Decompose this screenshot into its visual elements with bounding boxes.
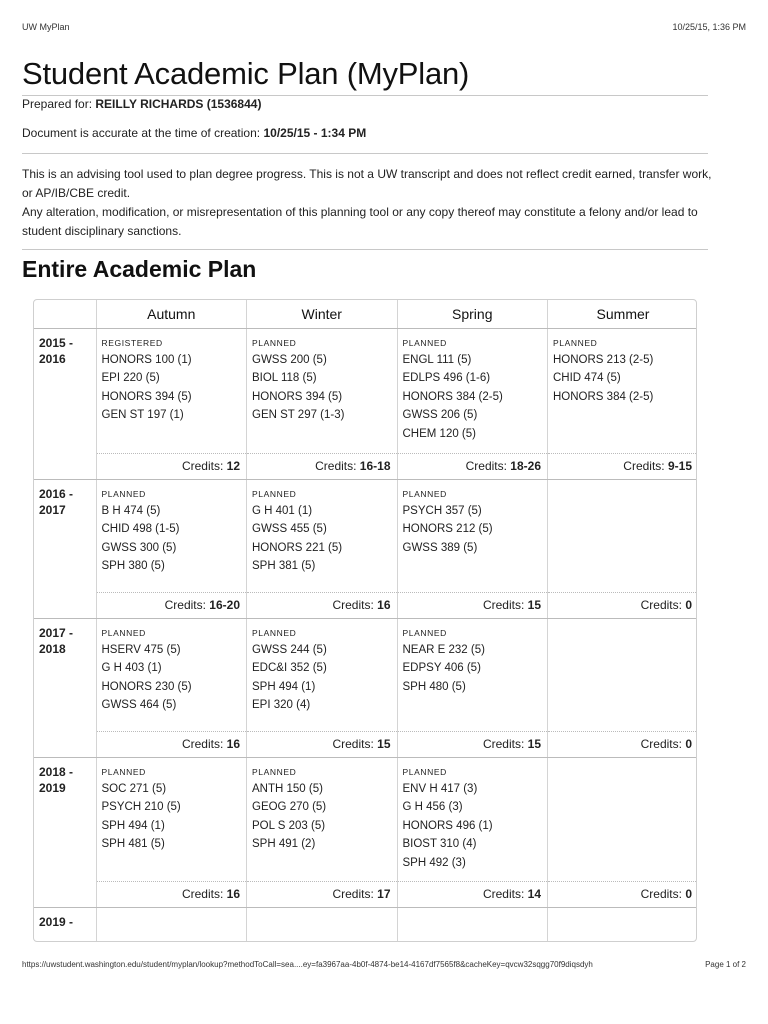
- quarter-status: PLANNED: [252, 488, 297, 499]
- quarter-cell-spring: [397, 618, 548, 731]
- page-title: Student Academic Plan (MyPlan): [22, 56, 470, 91]
- credits-value: 0: [685, 887, 692, 901]
- year-label: [34, 328, 96, 479]
- year-start: 2017 -: [39, 625, 74, 640]
- credits-value: 0: [685, 598, 692, 612]
- course-item: GEN ST 297 (1-3): [252, 409, 345, 421]
- year-start: 2016 -: [39, 486, 74, 501]
- course-item: NEAR E 232 (5): [402, 643, 485, 656]
- academic-plan-table: [33, 299, 697, 942]
- credits-value: 16-18: [359, 459, 391, 473]
- credits-row: [34, 592, 697, 618]
- course-item: CHEM 120 (5): [402, 427, 476, 440]
- course-item: GWSS 200 (5): [252, 353, 327, 366]
- course-item: GEN ST 197 (1): [101, 409, 184, 421]
- course-item: POL S 203 (5): [252, 819, 326, 832]
- quarter-cell-summer: [548, 328, 698, 453]
- credits-label: Credits:: [482, 737, 525, 751]
- credits-winter: [247, 731, 398, 757]
- credits-value: 0: [685, 737, 692, 751]
- quarter-cell-spring: [397, 479, 548, 592]
- course-item: G H 401 (1): [252, 504, 313, 517]
- credits-label: Credits:: [640, 887, 682, 901]
- quarter-status: PLANNED: [252, 627, 297, 638]
- quarter-cell-autumn: [96, 757, 247, 881]
- year-row: [34, 618, 697, 731]
- course-item: HONORS 496 (1): [402, 819, 493, 832]
- quarter-status: PLANNED: [402, 627, 447, 638]
- credits-value: 16: [377, 598, 391, 612]
- course-item: GWSS 206 (5): [402, 409, 478, 421]
- year-end: 2017: [39, 502, 66, 517]
- page-number: Page 1 of 2: [705, 960, 746, 969]
- quarter-cell-autumn: [96, 907, 247, 942]
- credits-value: 16: [226, 887, 240, 901]
- course-item: HONORS 213 (2-5): [553, 353, 654, 366]
- print-header-timestamp: 10/25/15, 1:36 PM: [672, 22, 746, 32]
- quarter-cell-autumn: [96, 618, 247, 731]
- quarter-cell-spring: [397, 757, 548, 881]
- credits-autumn: [96, 881, 247, 907]
- credits-label: Credits:: [181, 887, 224, 901]
- course-item: CHID 474 (5): [553, 372, 621, 384]
- quarter-header-row: [34, 300, 697, 328]
- accuracy-note: [22, 126, 366, 140]
- year-label: [34, 757, 96, 907]
- page-url: https://uwstudent.washington.edu/student/myplan/lookup?methodToCall=sea....ey=fa3967aa-4b0f-4874-be14-4167df7565f8&cacheKey=qvcw32sqgg70f9diqsdyh: [22, 960, 593, 969]
- disclaimer-paragraph: This is an advising tool used to plan degree progress. This is not a UW transcript and does not reflect credit earned, transfer work, or AP/IB/CBE credit.: [22, 167, 712, 200]
- course-item: SPH 481 (5): [101, 838, 165, 850]
- course-item: HONORS 394 (5): [101, 390, 192, 403]
- course-item: HONORS 384 (2-5): [402, 390, 503, 403]
- year-column-header: [34, 300, 96, 328]
- quarter-cell-autumn: [96, 328, 247, 453]
- course-item: EPI 220 (5): [101, 372, 160, 384]
- quarter-cell-winter: [247, 328, 398, 453]
- credits-row: [34, 453, 697, 479]
- credits-spring: [397, 881, 548, 907]
- credits-label: Credits:: [181, 459, 224, 473]
- quarter-cell-winter: [247, 479, 398, 592]
- credits-label: Credits:: [164, 598, 206, 612]
- credits-label: Credits:: [332, 737, 374, 751]
- quarter-cell-winter: [247, 907, 398, 942]
- course-item: SPH 492 (3): [402, 856, 466, 869]
- course-item: CHID 498 (1-5): [101, 523, 180, 535]
- credits-spring: [397, 592, 548, 618]
- course-item: GWSS 389 (5): [402, 541, 478, 554]
- credits-autumn: [96, 592, 247, 618]
- print-header: [22, 22, 746, 36]
- quarter-header-summer: Summer: [548, 300, 698, 328]
- quarter-header-autumn: Autumn: [96, 300, 247, 328]
- credits-summer: [548, 731, 698, 757]
- course-item: GWSS 464 (5): [101, 699, 177, 711]
- course-item: GWSS 455 (5): [252, 523, 327, 535]
- credits-label: Credits:: [465, 459, 507, 473]
- credits-spring: [397, 453, 548, 479]
- course-item: B H 474 (5): [101, 504, 161, 517]
- course-item: ENGL 111 (5): [402, 353, 472, 366]
- quarter-status: PLANNED: [252, 766, 297, 777]
- course-item: HONORS 394 (5): [252, 390, 343, 403]
- credits-value: 15: [377, 737, 391, 751]
- course-item: EDPSY 406 (5): [402, 662, 481, 674]
- prepared-for: [22, 97, 261, 111]
- creation-timestamp: 10/25/15 - 1:34 PM: [263, 126, 367, 140]
- credits-label: Credits:: [332, 887, 374, 901]
- course-item: SPH 494 (1): [101, 819, 165, 832]
- course-item: PSYCH 357 (5): [402, 504, 482, 517]
- quarter-status: PLANNED: [553, 337, 598, 348]
- year-row: [34, 757, 697, 881]
- credits-summer: [548, 592, 698, 618]
- quarter-status: PLANNED: [101, 766, 146, 777]
- course-item: SPH 480 (5): [402, 680, 466, 693]
- course-item: BIOL 118 (5): [252, 372, 317, 384]
- quarter-status: PLANNED: [101, 488, 146, 499]
- quarter-status: PLANNED: [402, 488, 447, 499]
- credits-winter: [247, 881, 398, 907]
- credits-value: 15: [527, 598, 541, 612]
- course-item: G H 456 (3): [402, 801, 463, 813]
- year-end: 2019: [39, 780, 66, 795]
- credits-value: 17: [377, 887, 391, 901]
- course-item: HONORS 212 (5): [402, 523, 493, 535]
- credits-row: [34, 731, 697, 757]
- credits-row: [34, 881, 697, 907]
- credits-value: 15: [527, 737, 541, 751]
- quarter-status: PLANNED: [252, 337, 297, 348]
- credits-autumn: [96, 731, 247, 757]
- credits-label: Credits:: [482, 598, 525, 612]
- quarter-header-spring: Spring: [397, 300, 548, 328]
- year-label: [34, 907, 96, 942]
- section-title: Entire Academic Plan: [22, 256, 257, 282]
- course-item: HONORS 221 (5): [252, 541, 343, 554]
- course-item: HONORS 384 (2-5): [553, 390, 654, 403]
- student-name: REILLY RICHARDS (1536844): [95, 97, 262, 111]
- credits-value: 9-15: [667, 459, 692, 473]
- credits-summer: [548, 881, 698, 907]
- divider: [22, 249, 708, 250]
- credits-summer: [548, 453, 698, 479]
- course-item: GWSS 244 (5): [252, 643, 327, 656]
- quarter-cell-summer: [548, 907, 698, 942]
- year-row: [34, 479, 697, 592]
- credits-autumn: [96, 453, 247, 479]
- disclaimer-paragraph: Any alteration, modification, or misrepresentation of this planning tool or any copy thereof may constitute a felony and/or lead to student disciplinary sanctions.: [22, 205, 698, 238]
- course-item: SPH 381 (5): [252, 560, 316, 572]
- quarter-status: PLANNED: [402, 766, 447, 777]
- quarter-cell-spring: [397, 328, 548, 453]
- course-item: EDLPS 496 (1-6): [402, 372, 491, 384]
- divider: [22, 153, 708, 154]
- credits-label: Credits:: [482, 887, 525, 901]
- course-item: EPI 320 (4): [252, 699, 311, 711]
- quarter-cell-autumn: [96, 479, 247, 592]
- quarter-status: REGISTERED: [101, 337, 163, 348]
- course-item: G H 403 (1): [101, 662, 162, 674]
- credits-spring: [397, 731, 548, 757]
- credits-label: Credits:: [640, 737, 682, 751]
- course-item: SOC 271 (5): [101, 782, 167, 795]
- disclaimer: [22, 165, 712, 241]
- year-label: [34, 479, 96, 618]
- quarter-cell-summer: [548, 757, 698, 881]
- quarter-cell-winter: [247, 618, 398, 731]
- divider: [22, 95, 708, 96]
- credits-value: 18-26: [510, 459, 541, 473]
- credits-label: Credits:: [315, 459, 357, 473]
- credits-value: 14: [527, 887, 541, 901]
- credits-winter: [247, 592, 398, 618]
- year-start: 2015 -: [39, 335, 74, 350]
- year-start: 2018 -: [39, 764, 74, 779]
- quarter-cell-winter: [247, 757, 398, 881]
- course-item: GEOG 270 (5): [252, 801, 327, 813]
- quarter-cell-spring: [397, 907, 548, 942]
- credits-label: Credits:: [332, 598, 374, 612]
- quarter-header-winter: Winter: [247, 300, 398, 328]
- course-item: HSERV 475 (5): [101, 643, 181, 656]
- year-end: 2016: [39, 351, 66, 366]
- credits-winter: [247, 453, 398, 479]
- course-item: HONORS 100 (1): [101, 353, 192, 366]
- course-item: HONORS 230 (5): [101, 680, 192, 693]
- accuracy-label: Document is accurate at the time of creation:: [22, 126, 261, 140]
- course-item: SPH 491 (2): [252, 838, 316, 850]
- year-start: 2019 -: [39, 914, 74, 929]
- quarter-cell-summer: [548, 479, 698, 592]
- credits-label: Credits:: [623, 459, 665, 473]
- quarter-status: PLANNED: [402, 337, 447, 348]
- quarter-cell-summer: [548, 618, 698, 731]
- course-item: PSYCH 210 (5): [101, 801, 181, 813]
- course-item: ENV H 417 (3): [402, 782, 478, 795]
- print-header-app-name: UW MyPlan: [22, 22, 70, 32]
- course-item: BIOST 310 (4): [402, 838, 477, 850]
- course-item: SPH 494 (1): [252, 680, 316, 693]
- course-item: SPH 380 (5): [101, 560, 165, 572]
- course-item: ANTH 150 (5): [252, 782, 323, 795]
- year-end: 2018: [39, 641, 66, 656]
- credits-value: 16: [226, 737, 240, 751]
- credits-label: Credits:: [181, 737, 224, 751]
- year-label: [34, 618, 96, 757]
- credits-value: 12: [226, 459, 240, 473]
- year-row: [34, 328, 697, 453]
- year-row: [34, 907, 697, 942]
- print-footer: [22, 960, 746, 974]
- prepared-for-label: Prepared for:: [22, 97, 93, 111]
- credits-value: 16-20: [209, 598, 240, 612]
- quarter-status: PLANNED: [101, 627, 146, 638]
- course-item: EDC&I 352 (5): [252, 662, 327, 674]
- course-item: GWSS 300 (5): [101, 541, 177, 554]
- credits-label: Credits:: [640, 598, 682, 612]
